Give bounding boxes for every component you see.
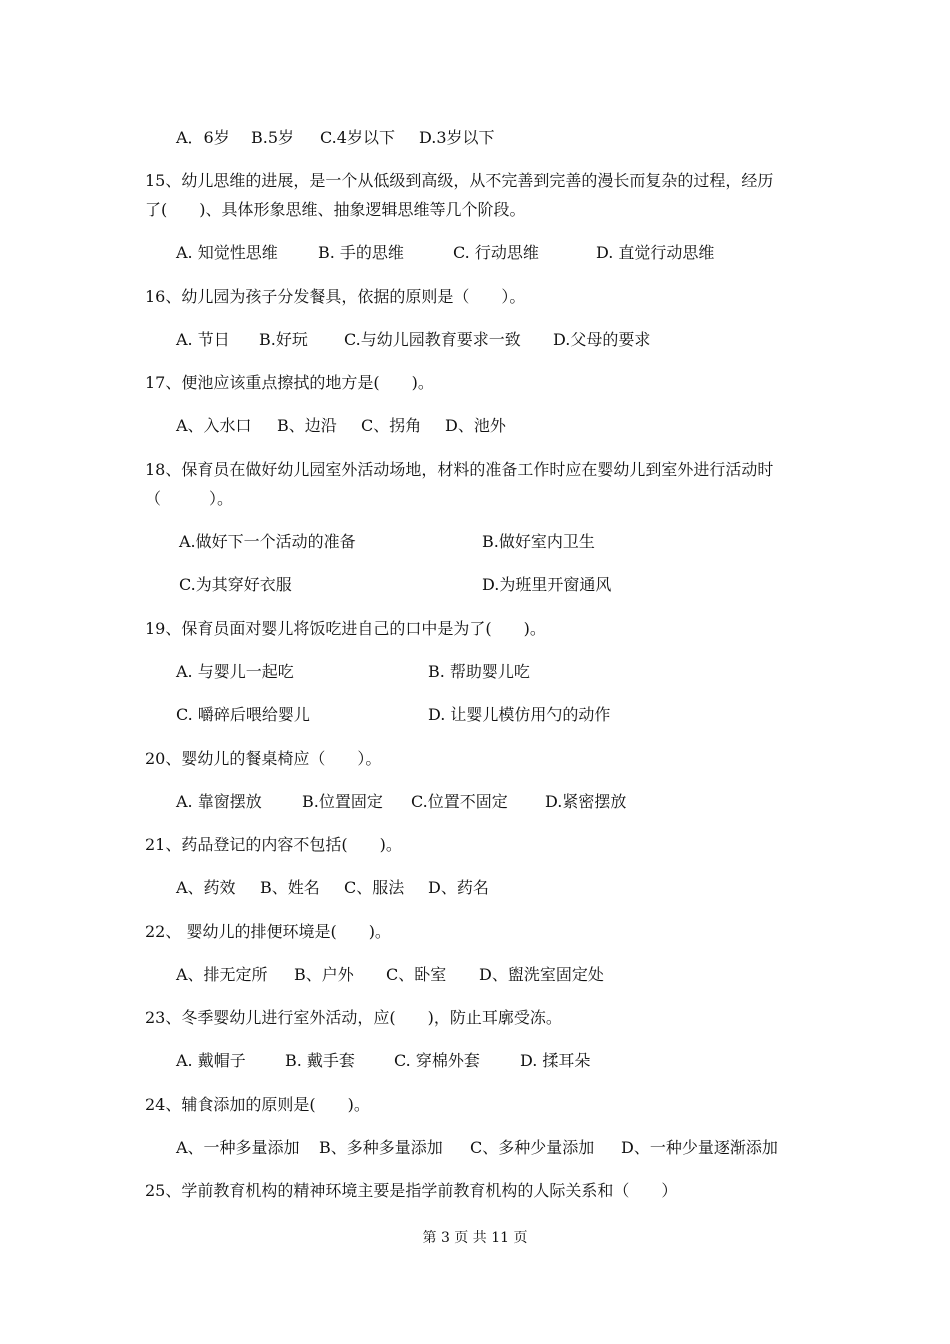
- option-a: A、排无定所: [176, 965, 268, 984]
- question-25-stem: 25、学前教育机构的精神环境主要是指学前教育机构的人际关系和（ ）: [145, 1181, 678, 1200]
- option-c: C.为其穿好衣服: [179, 575, 292, 594]
- option-d: D、一种少量逐渐添加: [621, 1138, 778, 1157]
- option-c: C. 嚼碎后喂给婴儿: [176, 705, 310, 724]
- option-a: A、入水口: [176, 416, 252, 435]
- option-d: D、药名: [428, 878, 489, 897]
- option-c: C. 行动思维: [453, 243, 539, 262]
- option-b: B、多种多量添加: [319, 1138, 443, 1157]
- question-22-stem: 22、 婴幼儿的排便环境是( )。: [145, 922, 391, 941]
- option-a: A．6岁: [176, 128, 230, 147]
- option-c: C.4岁以下: [320, 128, 395, 147]
- question-23-stem: 23、冬季婴幼儿进行室外活动，应( )，防止耳廓受冻。: [145, 1008, 562, 1027]
- question-24-stem: 24、辅食添加的原则是( )。: [145, 1095, 370, 1114]
- page-footer: 第 3 页 共 11 页: [422, 1230, 528, 1246]
- option-c: C、服法: [344, 878, 405, 897]
- option-d: D. 揉耳朵: [520, 1051, 591, 1070]
- option-a: A. 节日: [176, 330, 230, 349]
- option-c: C、多种少量添加: [470, 1138, 595, 1157]
- option-b: B. 戴手套: [285, 1051, 355, 1070]
- option-a: A. 知觉性思维: [176, 243, 278, 262]
- option-c: C. 穿棉外套: [394, 1051, 480, 1070]
- option-d: D、池外: [445, 416, 506, 435]
- option-d: D、盥洗室固定处: [479, 965, 604, 984]
- option-d: D.父母的要求: [553, 330, 651, 349]
- option-d: D.紧密摆放: [545, 792, 627, 811]
- option-a: A.做好下一个活动的准备: [179, 532, 356, 551]
- question-15-line-2: 了( )、具体形象思维、抽象逻辑思维等几个阶段。: [145, 200, 526, 219]
- option-d: D.为班里开窗通风: [482, 575, 612, 594]
- option-c: C.位置不固定: [411, 792, 508, 811]
- question-19-stem: 19、保育员面对婴儿将饭吃进自己的口中是为了( )。: [145, 619, 546, 638]
- option-c: C.与幼儿园教育要求一致: [344, 330, 521, 349]
- option-a: A、药效: [176, 878, 236, 897]
- option-b: B.做好室内卫生: [482, 532, 595, 551]
- question-17-stem: 17、便池应该重点擦拭的地方是( )。: [145, 373, 434, 392]
- question-20-stem: 20、婴幼儿的餐桌椅应（ ）。: [145, 749, 382, 768]
- option-d: D. 直觉行动思维: [596, 243, 715, 262]
- option-a: A. 与婴儿一起吃: [176, 662, 294, 681]
- option-a: A. 戴帽子: [176, 1051, 246, 1070]
- question-21-stem: 21、药品登记的内容不包括( )。: [145, 835, 402, 854]
- question-18-line-2: （ ）。: [145, 489, 234, 508]
- option-c: C、拐角: [361, 416, 422, 435]
- option-a: A、一种多量添加: [176, 1138, 300, 1157]
- option-b: B. 手的思维: [318, 243, 404, 262]
- option-b: B.5岁: [251, 128, 295, 147]
- question-15-line-1: 15、幼儿思维的进展，是一个从低级到高级，从不完善到完善的漫长而复杂的过程，经历: [145, 171, 774, 190]
- option-d: D.3岁以下: [419, 128, 495, 147]
- option-c: C、卧室: [386, 965, 447, 984]
- option-b: B.位置固定: [302, 792, 383, 811]
- option-a: A. 靠窗摆放: [176, 792, 262, 811]
- option-b: B、户外: [294, 965, 354, 984]
- option-b: B. 帮助婴儿吃: [428, 662, 530, 681]
- question-16-stem: 16、幼儿园为孩子分发餐具，依据的原则是（ ）。: [145, 287, 526, 306]
- question-18-line-1: 18、保育员在做好幼儿园室外活动场地，材料的准备工作时应在婴幼儿到室外进行活动时: [145, 460, 774, 479]
- option-b: B.好玩: [259, 330, 308, 349]
- option-d: D. 让婴儿模仿用勺的动作: [428, 705, 611, 724]
- option-b: B、姓名: [260, 878, 320, 897]
- option-b: B、边沿: [277, 416, 337, 435]
